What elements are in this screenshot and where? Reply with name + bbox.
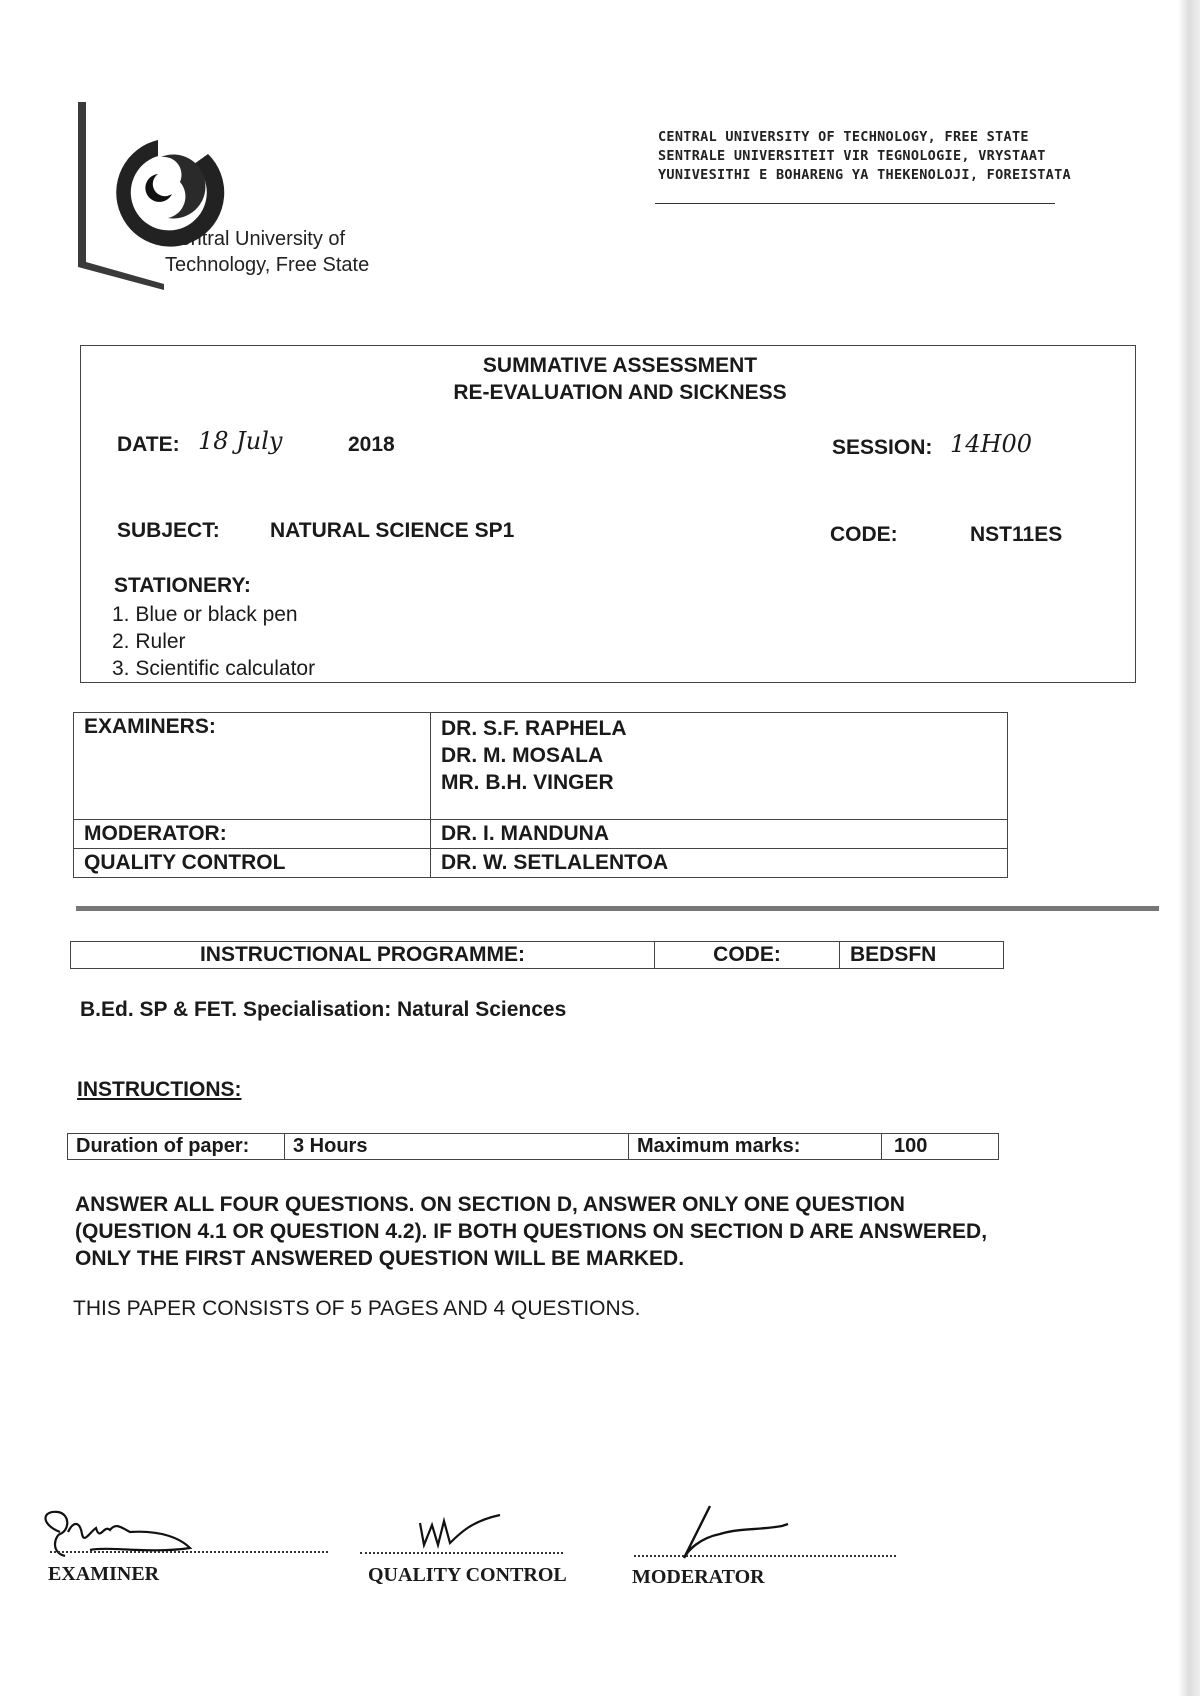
instructions-text: ANSWER ALL FOUR QUESTIONS. ON SECTION D, ANSWER ONLY ONE QUESTION (QUESTION 4.1 OR QUESTION 4.2). IF BOTH QUESTIONS ON SECTION D ARE ANSWERED, ONLY THE FIRST ANSWERED QUESTION WILL BE MARKED.: [75, 1193, 988, 1270]
table-row: [74, 820, 1008, 849]
quality-control-signature-line: [360, 1552, 563, 1554]
subject-label: SUBJECT:: [117, 519, 220, 542]
code-value: NST11ES: [970, 523, 1063, 546]
max-marks-label: Maximum marks:: [629, 1134, 882, 1160]
examiner-label: EXAMINER: [48, 1563, 160, 1585]
moderator-signature: [670, 1498, 800, 1568]
stationery-item: 3. Scientific calculator: [112, 657, 316, 680]
stationery-item: 1. Blue or black pen: [112, 603, 298, 626]
code-label: CODE:: [830, 523, 898, 546]
examiner-name: MR. B.H. VINGER: [441, 771, 614, 794]
programme-description: B.Ed. SP & FET. Specialisation: Natural Sciences: [80, 998, 567, 1021]
duration-label: Duration of paper:: [68, 1134, 285, 1160]
moderator-name: DR. I. MANDUNA: [431, 820, 1008, 849]
duration-table: [67, 1133, 999, 1160]
examiner-signature-line: [50, 1551, 328, 1553]
logo-text: Central University of Technology, Free State: [165, 228, 370, 276]
moderator-label: MODERATOR:: [74, 820, 431, 849]
programme-code-value: BEDSFN: [840, 942, 1004, 969]
examiners-label: EXAMINERS:: [74, 713, 431, 820]
session-label: SESSION:: [832, 436, 933, 459]
examiner-signature: [30, 1502, 210, 1562]
table-row: [68, 1134, 999, 1160]
staff-table: [73, 712, 1008, 878]
stationery-list: [112, 601, 315, 682]
scan-edge: [1178, 0, 1200, 1696]
qc-label: QUALITY CONTROL: [74, 849, 431, 878]
duration-value: 3 Hours: [285, 1134, 629, 1160]
examiner-name: DR. S.F. RAPHELA: [441, 717, 627, 740]
programme-table: [70, 941, 1004, 969]
header-rule: [655, 203, 1055, 204]
date-year: 2018: [348, 433, 395, 456]
quality-control-label: QUALITY CONTROL: [368, 1564, 567, 1586]
subject-value: NATURAL SCIENCE SP1: [270, 519, 515, 542]
programme-label: INSTRUCTIONAL PROGRAMME:: [71, 942, 655, 969]
stationery-label: STATIONERY:: [114, 574, 251, 597]
programme-code-label: CODE:: [655, 942, 840, 969]
assessment-title: SUMMATIVE ASSESSMENT RE-EVALUATION AND SICKNESS: [453, 354, 787, 404]
date-handwritten: 18 July: [198, 427, 283, 455]
moderator-signature-line: [634, 1555, 896, 1557]
session-handwritten: 14H00: [950, 430, 1033, 458]
university-names: CENTRAL UNIVERSITY OF TECHNOLOGY, FREE STATE SENTRALE UNIVERSITEIT VIR TEGNOLOGIE, VRYSTAAT YUNIVESITHI E BOHARENG YA THEKENOLOJI, FOREISTATA: [658, 129, 1071, 183]
table-row: [74, 849, 1008, 878]
examiner-name: DR. M. MOSALA: [441, 744, 604, 767]
quality-control-signature: [410, 1505, 510, 1555]
moderator-label: MODERATOR: [632, 1566, 765, 1588]
instructions-heading: INSTRUCTIONS:: [77, 1078, 242, 1101]
table-row: [71, 942, 1004, 969]
examiners-list: [431, 713, 1008, 820]
pages-note: THIS PAPER CONSISTS OF 5 PAGES AND 4 QUESTIONS.: [73, 1297, 641, 1320]
stationery-item: 2. Ruler: [112, 630, 186, 653]
max-marks-value: 100: [882, 1134, 999, 1160]
table-row: [74, 713, 1008, 820]
date-label: DATE:: [117, 433, 180, 456]
qc-name: DR. W. SETLALENTOA: [431, 849, 1008, 878]
section-divider: [76, 906, 1159, 911]
